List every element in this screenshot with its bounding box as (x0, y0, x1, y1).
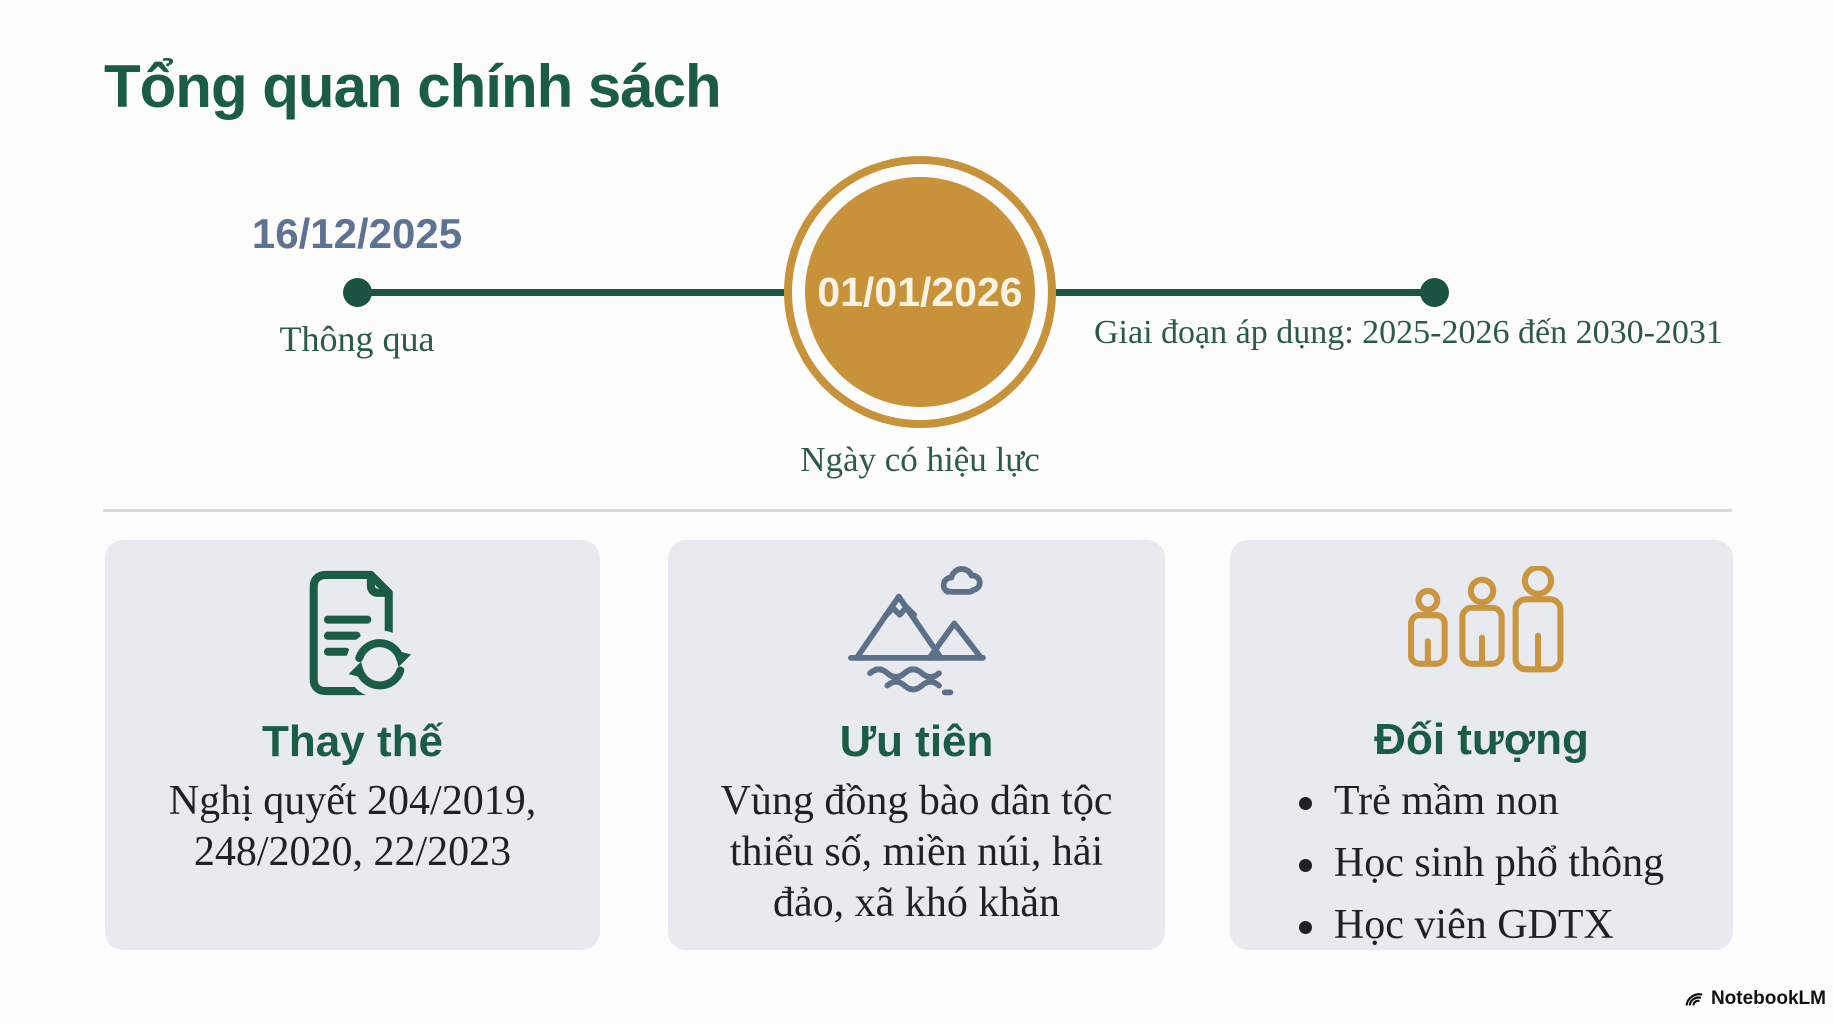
bullet-text: Trẻ mầm non (1333, 778, 1559, 824)
page-title: Tổng quan chính sách (104, 53, 721, 120)
bullet-text: Học viên GDTX (1333, 902, 1614, 948)
notebooklm-logo-icon (1683, 988, 1705, 1010)
card-text-line: 248/2020, 22/2023 (193, 829, 512, 875)
bullet-item (1299, 776, 1664, 827)
effective-label: Ngày có hiệu lực (800, 440, 1040, 479)
card-bullet-list (1299, 776, 1664, 962)
bullet-item (1299, 900, 1664, 951)
card-text-line: thiểu số, miền núi, hải (729, 829, 1104, 875)
bullet-text: Học sinh phổ thông (1333, 840, 1665, 886)
effective-date-circle (784, 156, 1056, 428)
timeline-dot-left (343, 278, 372, 307)
approved-label: Thông qua (279, 319, 435, 359)
card-text-line: đảo, xã khó khăn (773, 880, 1060, 926)
card-doi-tuong (1230, 540, 1733, 950)
card-title: Ưu tiên (839, 717, 994, 766)
effective-date: 01/01/2026 (805, 177, 1035, 407)
card-title: Đối tượng (1374, 715, 1589, 764)
card-text-line: Nghị quyết 204/2019, (168, 778, 537, 824)
bullet-dot-icon (1299, 921, 1312, 934)
card-thay-the (105, 540, 600, 950)
section-divider (103, 509, 1732, 512)
brand-footer (1683, 988, 1826, 1010)
card-uu-tien (668, 540, 1165, 950)
bullet-dot-icon (1299, 797, 1312, 810)
timeline-dot-right (1420, 278, 1449, 307)
card-text (169, 776, 536, 878)
mountains-water-icon (835, 566, 999, 700)
card-text-line: Vùng đồng bào dân tộc (720, 778, 1113, 824)
approved-date: 16/12/2025 (251, 210, 463, 257)
document-refresh-icon (291, 566, 415, 700)
brand-name: NotebookLM (1710, 988, 1826, 1009)
application-period-note: Giai đoạn áp dụng: 2025-2026 đến 2030-2031 (1094, 314, 1723, 351)
card-text (721, 776, 1113, 929)
bullet-item (1299, 838, 1664, 889)
card-title: Thay thế (262, 717, 443, 766)
bullet-dot-icon (1299, 859, 1312, 872)
people-group-icon (1398, 566, 1566, 698)
